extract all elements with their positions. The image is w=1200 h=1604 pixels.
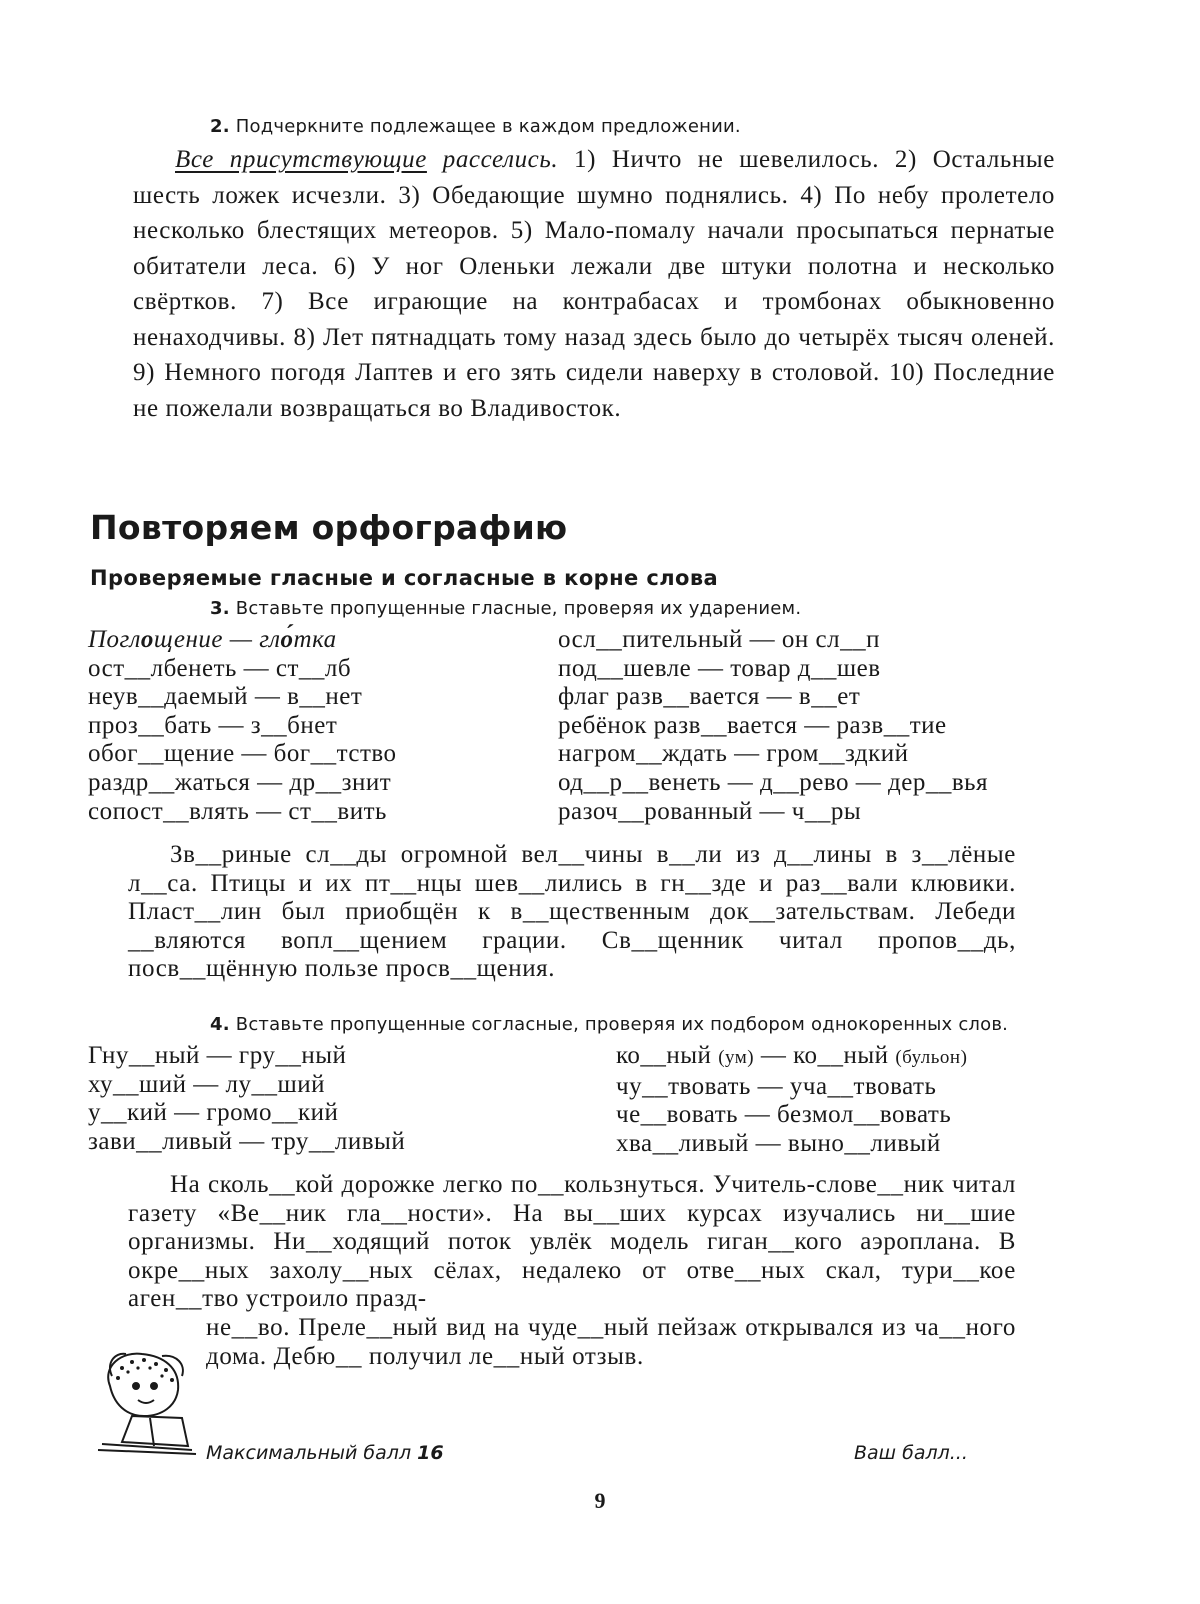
- list-item: у__кий — громо__кий: [88, 1099, 339, 1127]
- task4-left-column: [88, 1042, 405, 1156]
- task3-text: Зв__риные сл__ды огромной вел__чины в__ли из д__лины в з__лёные л__са. Птицы и их пт__нцы шев__лились в гн__зде и раз__вали клювики. Пласт__лин был приобщён к в__щественным док__зательствам. Лебеди __вляются вопл__щением грации. Св__щенник читал пропов__дь, посв__щённую пользе просв__щения.: [128, 841, 1016, 983]
- list-item: флаг разв__вается — в__ет: [558, 683, 861, 711]
- max-score-value: 16: [417, 1442, 444, 1464]
- reading-child-icon: [92, 1346, 200, 1456]
- task4-right-column: [616, 1042, 967, 1158]
- task2-text: [133, 142, 1055, 426]
- list-item: сопост__влять — ст__вить: [88, 797, 387, 825]
- task3-right-column: [558, 626, 988, 826]
- task2-number: 2.: [210, 116, 230, 137]
- list-item: че__вовать — безмол__вовать: [616, 1101, 952, 1129]
- list-item: разоч__рованный — ч__ры: [558, 797, 862, 825]
- task3-example: Поглощение — гло́тка: [88, 626, 337, 653]
- task2-example-rest: расселись.: [426, 146, 559, 173]
- list-item: обог__щение — бог__тство: [88, 740, 397, 768]
- list-item: Гну__ный — гру__ный: [88, 1042, 347, 1069]
- list-item: проз__бать — з__бнет: [88, 711, 338, 739]
- task3-left-column: [88, 626, 397, 826]
- section-title: Повторяем орфографию: [90, 508, 568, 547]
- list-item: зави__ливый — тру__ливый: [88, 1127, 406, 1155]
- list-item: неув__даемый — в__нет: [88, 683, 363, 711]
- list-item: ко__ный (ум) — ко__ный (бульон): [616, 1042, 968, 1069]
- task2-sentences: 1) Ничто не шевелилось. 2) Остальные шесть ложек исчезли. 3) Обедающие шумно поднялись. 4) По небу пролетело несколько блестящих метеоров. 5) Мало-помалу начали просыпаться пернатые обитатели леса. 6) У ног Оленьки лежали две штуки полотна и несколько свёртков. 7) Все играющие на контрабасах и тромбонах обыкновенно ненаходчивы. 8) Лет пятнадцать тому назад здесь было до четырёх тысяч оленей. 9) Немного погодя Лаптев и его зять сидели наверху в столовой. 10) Последние не пожелали возвращаться во Владивосток.: [133, 146, 1055, 422]
- task4-number: 4.: [210, 1014, 230, 1035]
- task3-number: 3.: [210, 598, 230, 619]
- list-item: ху__ший — лу__ший: [88, 1070, 326, 1098]
- task2-example-subject: Все присутствующие: [175, 146, 427, 173]
- task2-instruction: 2. Подчеркните подлежащее в каждом предложении.: [210, 116, 741, 137]
- task3-instruction: 3. Вставьте пропущенные гласные, проверяя их ударением.: [210, 598, 802, 619]
- list-item: под__шевле — товар д__шев: [558, 654, 881, 682]
- list-item: ребёнок разв__вается — разв__тие: [558, 711, 947, 739]
- list-item: хва__ливый — выно__ливый: [616, 1129, 941, 1157]
- your-score: Ваш балл...: [854, 1442, 968, 1464]
- task4-text-part2: не__во. Преле__ный вид на чуде__ный пейзаж открывался из ча__ного дома. Дебю__ получил ле__ный отзыв.: [206, 1314, 1016, 1370]
- task4-text-part1: На сколь__кой дорожке легко по__кользнуться. Учитель-слове__ник читал газету «Ве__ник гла__ности». На вы__ших курсах изучались ни__шие организмы. Ни__ходящий поток увлёк модель гиган__кого аэроплана. В окре__ных захолу__ных сёлах, недалеко от отве__ных скал, тури__кое аген__тво устроило празд-: [128, 1171, 1016, 1313]
- list-item: ост__лбенеть — ст__лб: [88, 654, 352, 682]
- task4-instruction: 4. Вставьте пропущенные согласные, проверяя их подбором однокоренных слов.: [210, 1014, 1009, 1035]
- subsection-title: Проверяемые гласные и согласные в корне слова: [90, 566, 719, 590]
- max-score: Максимальный балл 16: [206, 1442, 444, 1464]
- list-item: чу__твовать — уча__твовать: [616, 1072, 937, 1100]
- list-item: раздр__жаться — др__знит: [88, 768, 392, 796]
- list-item: од__р__венеть — д__рево — дер__вья: [558, 768, 989, 796]
- page-number: 9: [594, 1488, 606, 1513]
- list-item: осл__пительный — он сл__п: [558, 626, 880, 653]
- list-item: нагром__ждать — гром__здкий: [558, 740, 909, 768]
